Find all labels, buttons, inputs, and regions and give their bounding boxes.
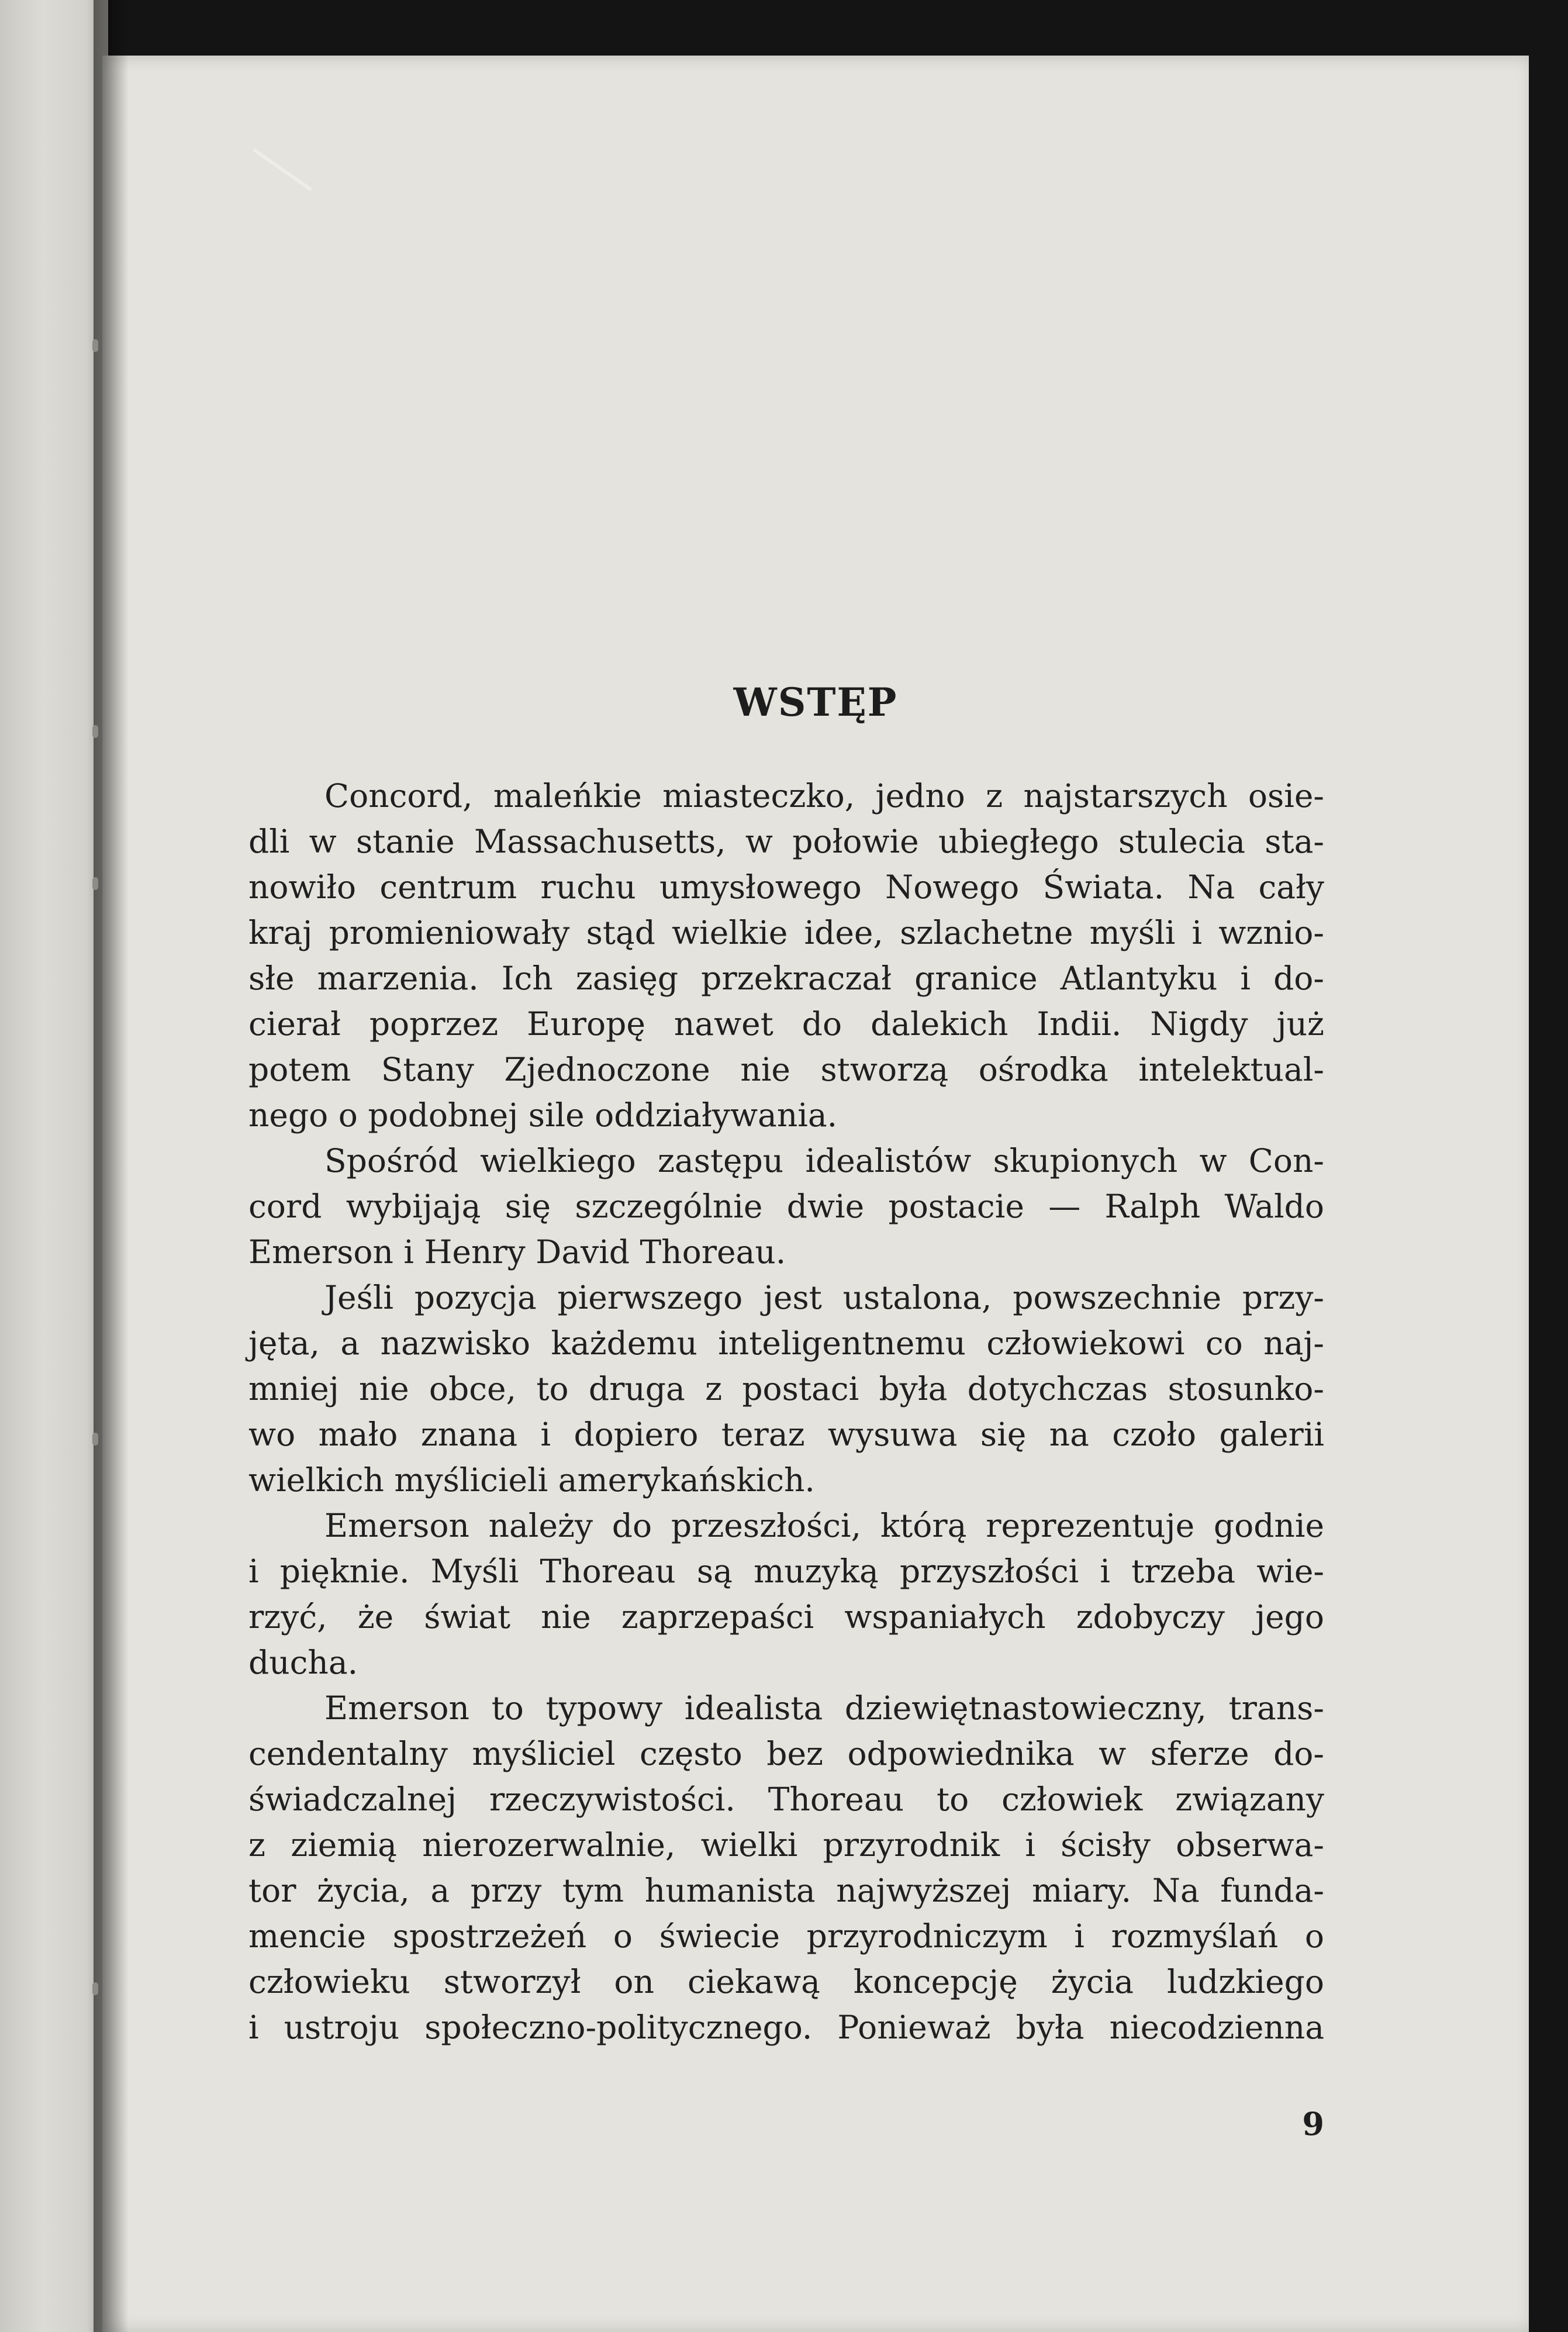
text-line: cierał poprzez Europę nawet do dalekich Indii. Nigdy już — [248, 1005, 1324, 1043]
text-line: wo mało znana i dopiero teraz wysuwa się na czoło galerii — [248, 1416, 1324, 1453]
text-line: Emerson i Henry David Thoreau. — [248, 1233, 786, 1271]
text-line: Emerson to typowy idealista dziewiętnastowieczny, trans- — [324, 1689, 1324, 1727]
gutter-shadow — [94, 0, 129, 2332]
binding-stitch — [92, 877, 98, 890]
page-number: 9 — [1302, 2105, 1324, 2143]
text-line: słe marzenia. Ich zasięg przekraczał granice Atlantyku i do- — [248, 960, 1324, 997]
binding-stitch — [92, 725, 98, 738]
text-line: Concord, maleńkie miasteczko, jedno z najstarszych osie- — [324, 777, 1324, 815]
text-line: wielkich myślicieli amerykańskich. — [248, 1461, 815, 1499]
binding-stitch — [92, 1433, 98, 1446]
text-line: nowiło centrum ruchu umysłowego Nowego Świata. Na cały — [248, 868, 1324, 906]
text-line: z ziemią nierozerwalnie, wielki przyrodnik i ścisły obserwa- — [248, 1826, 1324, 1864]
text-line: mencie spostrzeżeń o świecie przyrodniczym i rozmyślań o — [248, 1917, 1324, 1955]
text-line: Emerson należy do przeszłości, którą reprezentuje godnie — [324, 1507, 1324, 1544]
text-line: i ustroju społeczno-politycznego. Ponieważ była niecodzienna — [248, 2009, 1324, 2046]
text-line: nego o podobnej sile oddziaływania. — [248, 1096, 838, 1134]
text-line: Spośród wielkiego zastępu idealistów skupionych w Con- — [324, 1142, 1324, 1179]
text-line: jęta, a nazwisko każdemu inteligentnemu człowiekowi co naj- — [248, 1324, 1324, 1362]
chapter-heading: WSTĘP — [733, 679, 898, 725]
text-line: potem Stany Zjednoczone nie stworzą ośrodka intelektual- — [248, 1051, 1324, 1088]
text-line: człowieku stworzył on ciekawą koncepcję życia ludzkiego — [248, 1963, 1324, 2000]
text-line: i pięknie. Myśli Thoreau są muzyką przyszłości i trzeba wie- — [248, 1553, 1324, 1590]
text-line: świadczalnej rzeczywistości. Thoreau to człowiek związany — [248, 1781, 1324, 1818]
text-line: mniej nie obce, to druga z postaci była dotychczas stosunko- — [248, 1370, 1324, 1408]
text-line: rzyć, że świat nie zaprzepaści wspaniałych zdobyczy jego — [248, 1598, 1324, 1636]
text-line: kraj promieniowały stąd wielkie idee, szlachetne myśli i wznio- — [248, 914, 1324, 951]
text-line: ducha. — [248, 1644, 358, 1681]
text-line: cendentalny myśliciel często bez odpowiednika w sferze do- — [248, 1735, 1324, 1772]
text-line: tor życia, a przy tym humanista najwyższej miary. Na funda- — [248, 1872, 1324, 1909]
text-line: dli w stanie Massachusetts, w połowie ubiegłego stulecia sta- — [248, 823, 1324, 860]
text-line: Jeśli pozycja pierwszego jest ustalona, powszechnie przy- — [324, 1279, 1324, 1316]
text-line: cord wybijają się szczególnie dwie postacie — Ralph Waldo — [248, 1188, 1324, 1225]
binding-stitch — [92, 339, 98, 352]
binding-stitch — [92, 1982, 98, 1995]
